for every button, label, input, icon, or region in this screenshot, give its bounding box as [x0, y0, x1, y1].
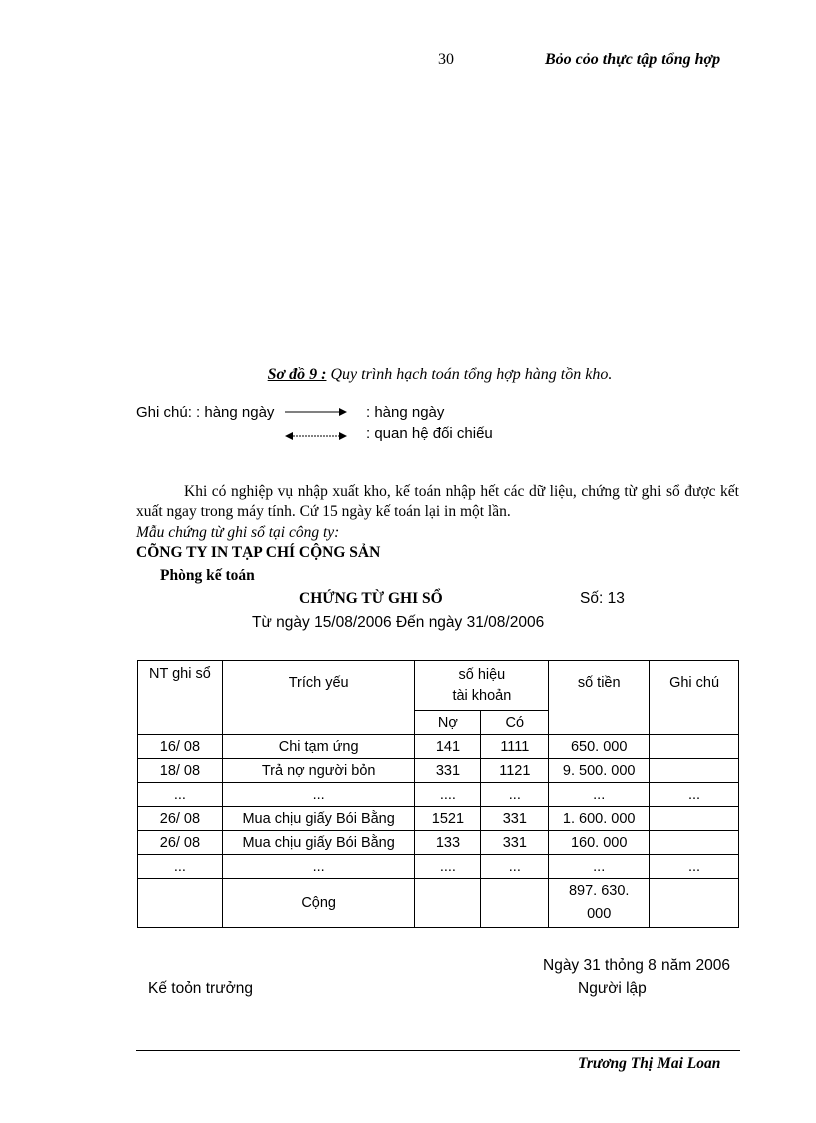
- legend-daily: : hàng ngày: [366, 404, 445, 421]
- total-row: [138, 879, 739, 928]
- voucher-number: Số: 13: [580, 590, 625, 607]
- ledger-table: [137, 660, 739, 928]
- table-row: [138, 759, 739, 783]
- cell-credit: ...: [481, 783, 549, 807]
- cell-debit: 133: [415, 831, 481, 855]
- total-amount-line2: 000: [587, 906, 612, 922]
- cell-amount: 1. 600. 000: [549, 807, 650, 831]
- cell-description: ...: [222, 855, 415, 879]
- cell-description: Trả nợ người bỏn: [222, 759, 415, 783]
- header-credit: Có: [481, 711, 549, 735]
- diagram-label: Sơ đồ 9 :: [267, 366, 327, 383]
- total-note-empty: [650, 879, 739, 928]
- header-date: NT ghi sổ: [138, 661, 223, 735]
- header-account-line1: số hiệu: [458, 666, 506, 683]
- crosscheck-arrow-head-right: [339, 432, 347, 440]
- cell-amount: 9. 500. 000: [549, 759, 650, 783]
- body-paragraph: Khi có nghiệp vụ nhập xuất kho, kế toán nhập hết các dữ liệu, chứng từ ghi sổ được kết xuất ngay trong máy tính. Cứ 15 ngày kế toán lại in một lần.: [136, 483, 739, 520]
- header-account: [415, 661, 549, 711]
- voucher-date-range: Từ ngày 15/08/2006 Đến ngày 31/08/2006: [252, 614, 545, 631]
- table-row: [138, 855, 739, 879]
- crosscheck-arrow-head-left: [285, 432, 293, 440]
- page-number: 30: [438, 51, 454, 68]
- total-date-empty: [138, 879, 223, 928]
- cell-description: Chi tạm ứng: [222, 735, 415, 759]
- cell-date: 18/ 08: [138, 759, 223, 783]
- header-note: Ghi chú: [650, 661, 739, 735]
- cell-debit: ....: [415, 855, 481, 879]
- legend-prefix: Ghi chú: : hàng ngày: [136, 404, 275, 421]
- cell-date: ...: [138, 783, 223, 807]
- header-debit: Nợ: [415, 711, 481, 735]
- cell-note: [650, 759, 739, 783]
- cell-debit: 141: [415, 735, 481, 759]
- table-row: [138, 831, 739, 855]
- total-amount: [549, 879, 650, 928]
- cell-credit: ...: [481, 855, 549, 879]
- cell-note: [650, 831, 739, 855]
- total-label: Cộng: [222, 879, 415, 928]
- signature-chief-accountant: Kế toỏn trưởng: [148, 980, 253, 997]
- cell-amount: ...: [549, 783, 650, 807]
- cell-debit: 331: [415, 759, 481, 783]
- cell-description: ...: [222, 783, 415, 807]
- cell-date: ...: [138, 855, 223, 879]
- cell-credit: 1121: [481, 759, 549, 783]
- header-amount: số tiền: [549, 661, 650, 735]
- cell-date: 16/ 08: [138, 735, 223, 759]
- cell-description: Mua chịu giấy Bói Bằng: [222, 831, 415, 855]
- sample-heading: Mẫu chứng từ ghi sổ tại công ty:: [136, 524, 340, 541]
- cell-credit: 331: [481, 807, 549, 831]
- total-credit-empty: [481, 879, 549, 928]
- footer-divider: [136, 1050, 740, 1051]
- daily-arrow-head: [339, 408, 347, 416]
- signature-preparer: Người lập: [578, 980, 647, 997]
- department-name: Phòng kế toán: [160, 567, 255, 584]
- cell-note: [650, 735, 739, 759]
- cell-credit: 1111: [481, 735, 549, 759]
- footer-author: Trương Thị Mai Loan: [578, 1055, 721, 1072]
- cell-date: 26/ 08: [138, 807, 223, 831]
- cell-amount: 160. 000: [549, 831, 650, 855]
- diagram-caption: [0, 366, 816, 384]
- cell-debit: 1521: [415, 807, 481, 831]
- header-account-line2: tài khoản: [452, 687, 512, 704]
- cell-note: ...: [650, 783, 739, 807]
- table-row: [138, 783, 739, 807]
- diagram-caption-text: Quy trình hạch toán tổng hợp hàng tồn kho.: [326, 366, 613, 383]
- cell-credit: 331: [481, 831, 549, 855]
- table-row: [138, 735, 739, 759]
- cell-date: 26/ 08: [138, 831, 223, 855]
- signature-date: Ngày 31 thỏng 8 năm 2006: [543, 957, 730, 974]
- voucher-title: CHỨNG TỪ GHI SỔ: [299, 590, 443, 607]
- cell-note: [650, 807, 739, 831]
- total-debit-empty: [415, 879, 481, 928]
- legend-cross-check: : quan hệ đối chiếu: [366, 425, 493, 442]
- cell-amount: ...: [549, 855, 650, 879]
- header-description: Trích yếu: [222, 661, 415, 735]
- cell-note: ...: [650, 855, 739, 879]
- cell-amount: 650. 000: [549, 735, 650, 759]
- header-title: Bỏo cỏo thực tập tổng hợp: [545, 51, 721, 68]
- cell-description: Mua chịu giấy Bói Bằng: [222, 807, 415, 831]
- company-name: CÕNG TY IN TẠP CHÍ CỘNG SẢN: [136, 544, 381, 561]
- table-row: [138, 807, 739, 831]
- cell-debit: ....: [415, 783, 481, 807]
- legend-arrows: [283, 403, 349, 447]
- total-amount-line1: 897. 630.: [568, 883, 630, 899]
